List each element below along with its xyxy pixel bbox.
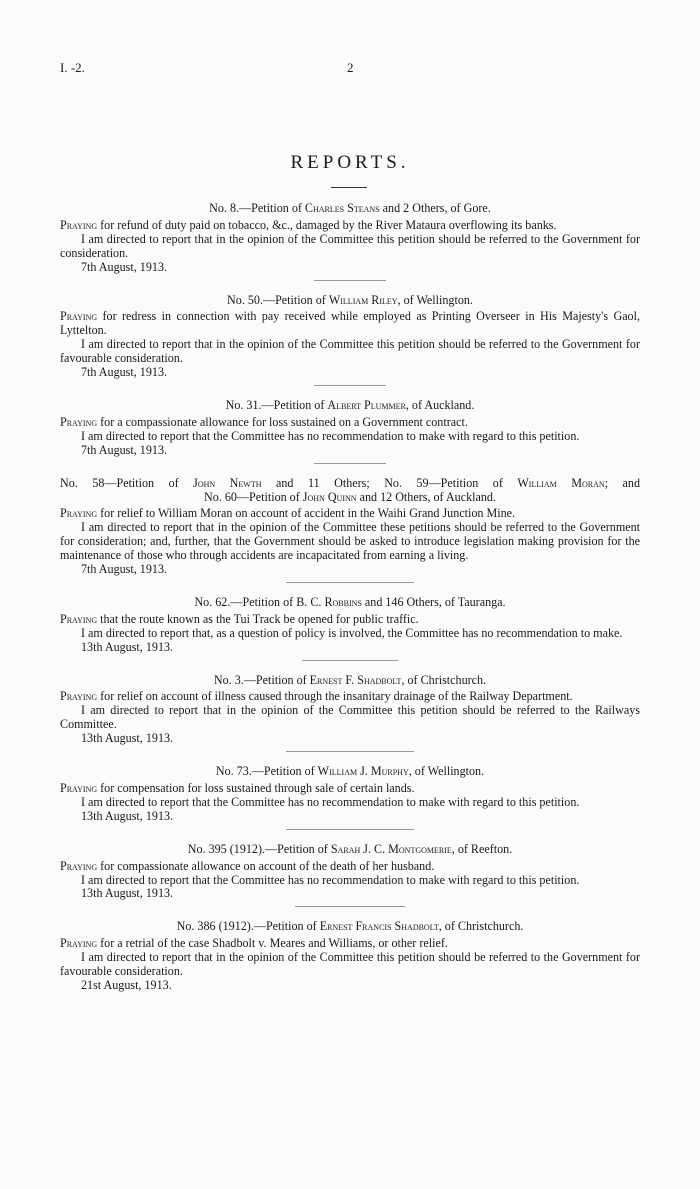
separator-rule — [314, 280, 386, 282]
petitioner-name: Sarah J. C. Montgomerie — [330, 841, 452, 856]
prayer-text — [60, 937, 640, 951]
report-entry — [60, 843, 640, 909]
separator-rule — [314, 385, 386, 387]
page-reference: I. -2. — [60, 60, 85, 75]
praying-label: Praying — [60, 506, 98, 521]
report-entry — [60, 399, 640, 465]
report-date: 13th August, 1913. — [81, 886, 174, 901]
praying-label: Praying — [60, 858, 98, 873]
petitioner-name: William J. Murphy — [317, 764, 409, 779]
heading-suffix: , of Reefton. — [451, 841, 513, 856]
report-heading-line-2 — [60, 491, 640, 505]
heading-prefix: No. 73.—Petition of — [215, 764, 318, 779]
petitioner-name: William Riley — [328, 292, 398, 307]
report-heading — [60, 294, 640, 308]
praying-label: Praying — [60, 689, 98, 704]
heading-prefix: No. 3.—Petition of — [213, 672, 310, 687]
petitioner-name: William Moran — [517, 475, 605, 490]
report-date: 13th August, 1913. — [81, 731, 174, 746]
praying-label: Praying — [60, 936, 98, 951]
heading-prefix: No. 50.—Petition of — [227, 292, 329, 307]
report-date: 7th August, 1913. — [81, 442, 168, 457]
reports-list — [60, 202, 640, 1005]
petitioner-name: John Newth — [193, 475, 262, 490]
report-heading — [60, 843, 640, 857]
page-number: 2 — [347, 60, 354, 75]
heading-prefix: No. 62.—Petition of — [194, 594, 297, 609]
petitioner-name: Ernest Francis Shadbolt — [319, 919, 439, 934]
report-text: I am directed to report that the Committee has no recommendation to make with regard to this petition. — [81, 794, 580, 809]
report-text: I am directed to report that in the opinion of the Committee these petitions should be referred to the Government for consideration; and, further, that the Government should be asked to introduce legislation making provision for the maintenance of those who through accidents are incapacitated from earning a living. — [60, 520, 640, 563]
report-heading — [60, 674, 640, 688]
prayer-text — [60, 416, 640, 430]
heading-suffix: , of Auckland. — [405, 397, 475, 412]
prayer-body: for refund of duty paid on tobacco, &c., damaged by the River Mataura overflowing its banks. — [97, 217, 557, 232]
petitioner-name: Albert Plummer — [327, 397, 406, 412]
heading-prefix: No. 395 (1912).—Petition of — [187, 841, 331, 856]
heading-part: No. 60—Petition of — [204, 489, 303, 504]
praying-label: Praying — [60, 611, 98, 626]
heading-prefix: No. 31.—Petition of — [225, 397, 328, 412]
report-text: I am directed to report that the Committee has no recommendation to make with regard to this petition. — [81, 428, 580, 443]
petitioner-name: B. C. Robbins — [296, 594, 362, 609]
separator-rule — [302, 660, 398, 662]
report-text: I am directed to report that the Committee has no recommendation to make with regard to this petition. — [81, 872, 580, 887]
separator-rule — [314, 463, 386, 465]
heading-suffix: and 2 Others, of Gore. — [379, 201, 491, 215]
report-date: 13th August, 1913. — [81, 639, 174, 654]
separator-rule — [295, 906, 405, 908]
report-text: I am directed to report that in the opinion of the Committee this petition should be referred to the Railways Committee. — [60, 703, 640, 732]
prayer-text — [60, 310, 640, 338]
report-entry — [60, 596, 640, 662]
report-text: I am directed to report that in the opinion of the Committee this petition should be referred to the Government for consideration. — [60, 231, 640, 260]
report-text: I am directed to report that, as a question of policy is involved, the Committee has no recommendation to make. — [81, 625, 623, 640]
heading-suffix: and 146 Others, of Tauranga. — [361, 594, 506, 609]
separator-rule — [286, 582, 414, 584]
praying-label: Praying — [60, 781, 98, 795]
report-date: 7th August, 1913. — [81, 365, 168, 380]
report-date: 7th August, 1913. — [81, 259, 168, 274]
report-entry — [60, 477, 640, 584]
heading-part: ; and — [604, 475, 640, 490]
prayer-body: for compensation for loss sustained through sale of certain lands. — [97, 781, 415, 795]
heading-part: and 12 Others, of Auckland. — [356, 489, 496, 504]
separator-rule — [286, 829, 414, 831]
prayer-body: for compassionate allowance on account of the death of her husband. — [97, 858, 435, 873]
prayer-text — [60, 507, 640, 521]
petitioner-name: John Quinn — [302, 489, 357, 504]
report-entry — [60, 202, 640, 282]
prayer-text — [60, 219, 640, 233]
heading-suffix: , of Wellington. — [397, 292, 473, 307]
prayer-text — [60, 782, 640, 796]
heading-prefix: No. 386 (1912).—Petition of — [176, 919, 320, 934]
heading-part: and 11 Others; No. 59—Petition of — [261, 475, 518, 490]
heading-suffix: , of Christchurch. — [438, 919, 524, 934]
report-heading — [60, 920, 640, 934]
praying-label: Praying — [60, 217, 98, 232]
praying-label: Praying — [60, 309, 98, 324]
separator-rule — [286, 751, 414, 753]
report-entry — [60, 294, 640, 387]
report-entry — [60, 674, 640, 754]
report-heading — [60, 202, 640, 216]
prayer-body: for relief on account of illness caused through the insanitary drainage of the Railway Department. — [97, 689, 573, 704]
report-heading — [60, 399, 640, 413]
prayer-body: for a compassionate allowance for loss sustained on a Government contract. — [97, 414, 468, 429]
heading-prefix: No. 8.—Petition of — [209, 201, 305, 215]
report-heading — [60, 596, 640, 610]
prayer-body: for a retrial of the case Shadbolt v. Meares and Williams, or other relief. — [97, 936, 448, 951]
praying-label: Praying — [60, 414, 98, 429]
prayer-text — [60, 690, 640, 704]
prayer-body: for relief to William Moran on account of accident in the Waihi Grand Junction Mine. — [97, 506, 516, 521]
prayer-text — [60, 613, 640, 627]
heading-suffix: , of Christchurch. — [401, 672, 487, 687]
heading-suffix: , of Wellington. — [408, 764, 485, 779]
page-title: REPORTS. — [290, 152, 410, 173]
report-date: 7th August, 1913. — [81, 562, 168, 577]
report-date: 21st August, 1913. — [81, 977, 172, 992]
report-date: 13th August, 1913. — [81, 808, 174, 823]
heading-part: No. 58—Petition of — [60, 475, 194, 490]
report-heading-line-1 — [60, 477, 640, 491]
title-rule — [331, 187, 367, 188]
prayer-text — [60, 860, 640, 874]
report-text: I am directed to report that in the opinion of the Committee this petition should be referred to the Government for favourable consideration. — [60, 337, 640, 366]
report-text: I am directed to report that in the opinion of the Committee this petition should be referred to the Government for favourable consideration. — [60, 950, 640, 979]
report-heading — [60, 765, 640, 779]
report-entry — [60, 920, 640, 993]
report-entry — [60, 765, 640, 831]
prayer-body: for redress in connection with pay received while employed as Printing Overseer in His Majesty's Gaol, Lyttelton. — [60, 309, 640, 338]
petitioner-name: Charles Steans — [304, 201, 380, 215]
prayer-body: that the route known as the Tui Track be opened for public traffic. — [97, 611, 419, 626]
petitioner-name: Ernest F. Shadbolt — [309, 672, 402, 687]
